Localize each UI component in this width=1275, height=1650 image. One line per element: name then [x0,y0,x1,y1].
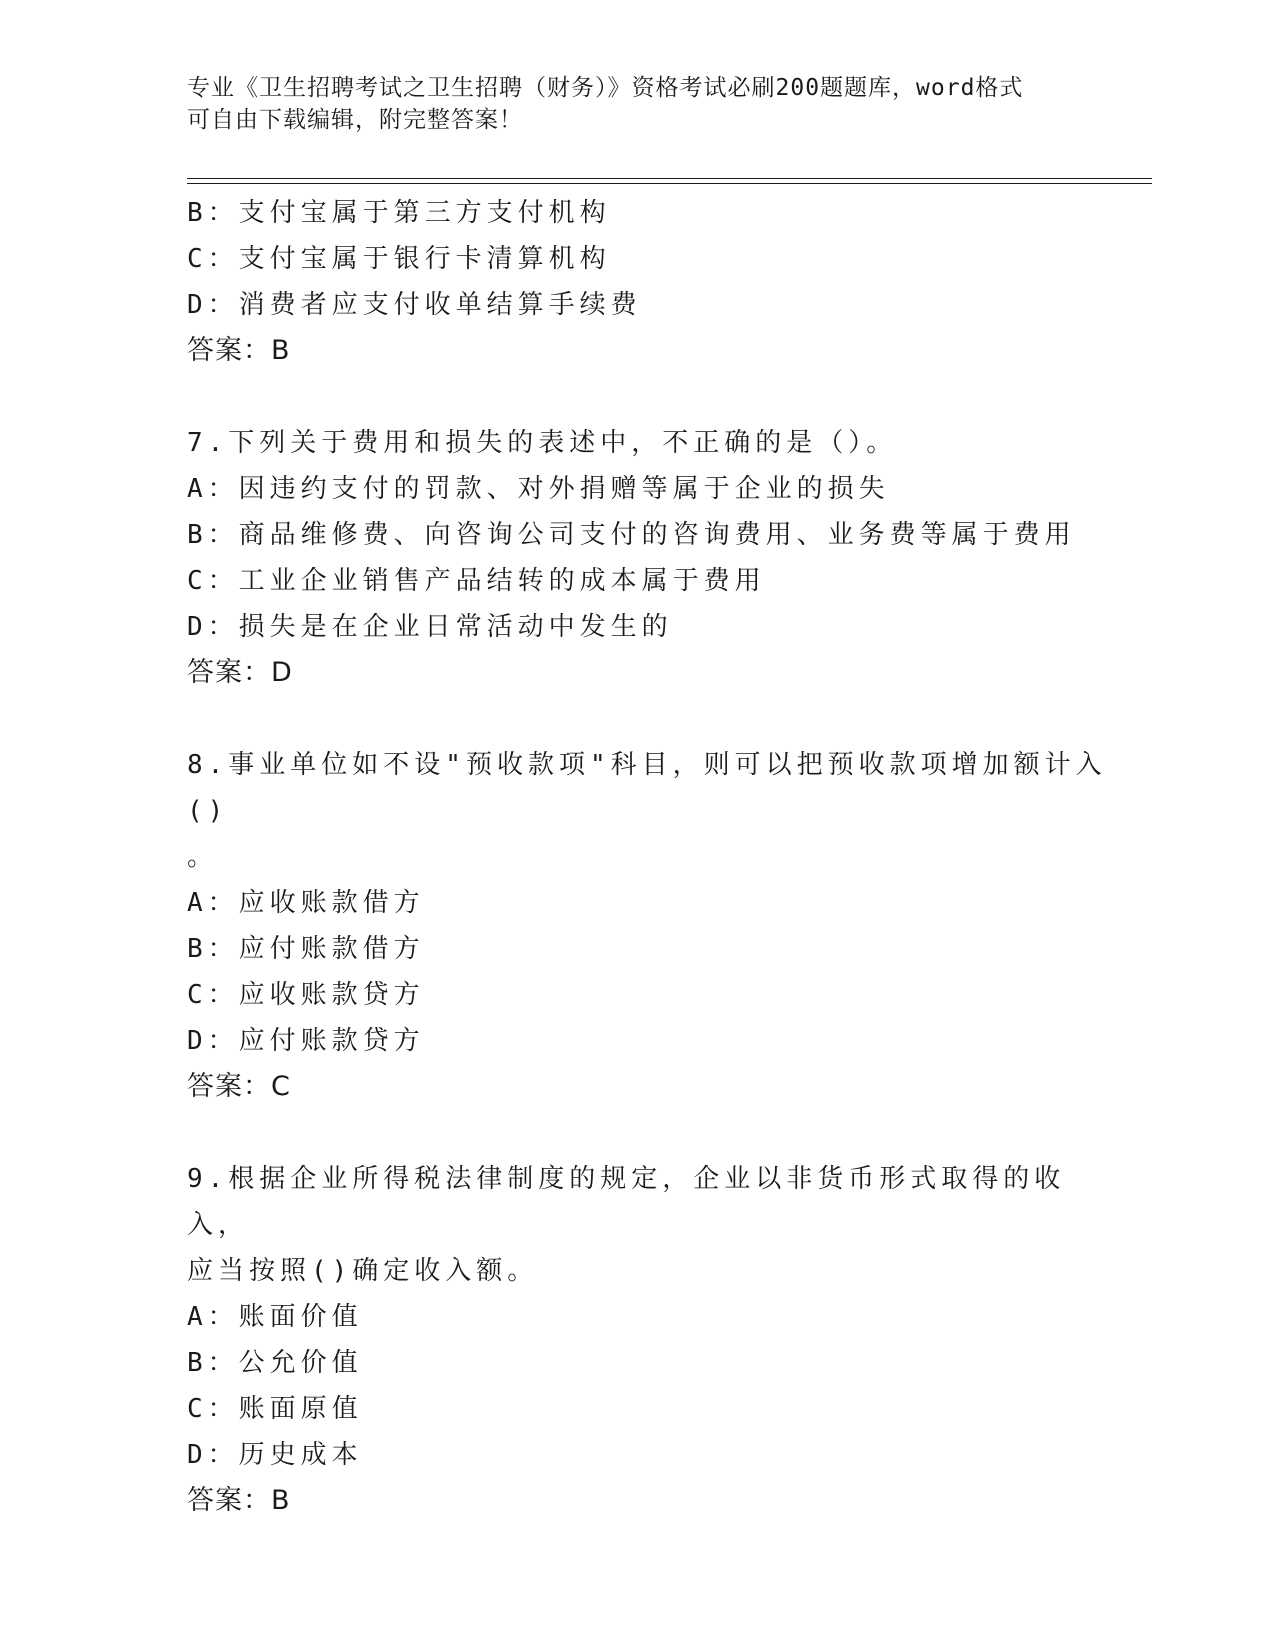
question-list [187,190,1117,1524]
option-d: D：历史成本 [187,1440,363,1470]
option-d: D：应付账款贷方 [187,1026,425,1056]
spacer [187,696,1117,742]
question-7 [187,420,1117,696]
option-b: B：商品维修费、向咨询公司支付的咨询费用、业务费等属于费用 [187,520,1076,550]
question-stem-line-1: 8.事业单位如不设"预收款项"科目，则可以把预收款项增加额计入() [187,750,1107,826]
option-a: A：因违约支付的罚款、对外捐赠等属于企业的损失 [187,474,890,504]
option-c: C：支付宝属于银行卡清算机构 [187,244,611,274]
option-a: A：应收账款借方 [187,888,425,918]
header-divider-bottom [187,183,1152,184]
option-b: B：支付宝属于第三方支付机构 [187,198,611,228]
option-d: D：消费者应支付收单结算手续费 [187,290,642,320]
question-stem-line-2: 应当按照()确定收入额。 [187,1256,539,1286]
header-divider-top [187,178,1152,179]
spacer [187,374,1117,420]
header-line-2: 可自由下载编辑，附完整答案！ [187,107,523,133]
question-stem-line-2: 。 [187,842,219,872]
spacer [187,1110,1117,1156]
option-c: C：账面原值 [187,1394,363,1424]
option-d: D：损失是在企业日常活动中发生的 [187,612,673,642]
answer: 答案：D [187,657,293,688]
header-line-1: 专业《卫生招聘考试之卫生招聘（财务）》资格考试必刷200题题库，word格式 [187,75,1024,101]
document-header [187,72,1087,136]
option-c: C：工业企业销售产品结转的成本属于费用 [187,566,766,596]
option-c: C：应收账款贷方 [187,980,425,1010]
question-9 [187,1156,1117,1524]
answer: 答案：B [187,1485,291,1516]
question-stem: 7.下列关于费用和损失的表述中，不正确的是（）。 [187,428,898,458]
answer: 答案：B [187,335,291,366]
option-a: A：账面价值 [187,1302,363,1332]
option-b: B：应付账款借方 [187,934,425,964]
option-b: B：公允价值 [187,1348,363,1378]
question-8 [187,742,1117,1110]
question-6-continuation [187,190,1117,374]
answer: 答案：C [187,1071,291,1102]
question-stem-line-1: 9.根据企业所得税法律制度的规定，企业以非货币形式取得的收入， [187,1164,1066,1240]
